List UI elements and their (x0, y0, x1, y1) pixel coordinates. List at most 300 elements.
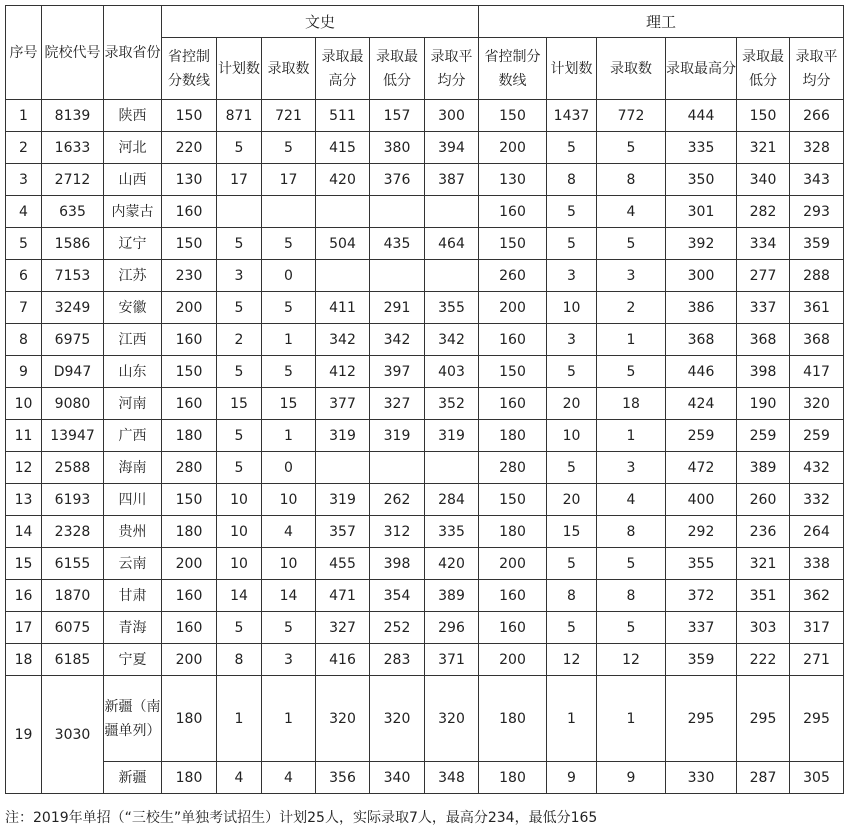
header-ligong-col: 录取最高分 (666, 38, 737, 100)
cell-wenshi: 160 (162, 580, 217, 612)
cell-wenshi: 14 (262, 580, 316, 612)
cell-ligong: 160 (479, 388, 547, 420)
cell-wenshi: 5 (217, 228, 262, 260)
cell-ligong: 337 (666, 612, 737, 644)
cell-ligong: 9 (547, 762, 597, 794)
cell-ligong: 340 (737, 164, 790, 196)
cell-ligong: 5 (547, 356, 597, 388)
cell-ligong: 343 (790, 164, 844, 196)
cell-wenshi: 3 (262, 644, 316, 676)
cell-wenshi: 319 (370, 420, 425, 452)
cell-ligong: 180 (479, 516, 547, 548)
cell-ligong: 1 (547, 676, 597, 762)
cell-ligong: 264 (790, 516, 844, 548)
cell-wenshi: 5 (217, 292, 262, 324)
header-group-ligong: 理工 (479, 6, 844, 38)
cell-ligong: 5 (597, 356, 666, 388)
cell-ligong: 260 (479, 260, 547, 292)
cell-ligong: 400 (666, 484, 737, 516)
cell-ligong: 160 (479, 324, 547, 356)
cell-wenshi: 157 (370, 100, 425, 132)
cell-province: 辽宁 (104, 228, 162, 260)
cell-school-code: 3249 (42, 292, 104, 324)
cell-seq: 5 (6, 228, 42, 260)
cell-ligong: 5 (547, 452, 597, 484)
cell-wenshi: 2 (217, 324, 262, 356)
cell-wenshi: 435 (370, 228, 425, 260)
cell-ligong: 444 (666, 100, 737, 132)
cell-wenshi: 352 (425, 388, 479, 420)
cell-wenshi: 356 (316, 762, 370, 794)
cell-school-code: 6075 (42, 612, 104, 644)
cell-ligong: 150 (737, 100, 790, 132)
cell-school-code: 3030 (42, 676, 104, 794)
cell-ligong: 295 (666, 676, 737, 762)
cell-wenshi: 5 (217, 452, 262, 484)
cell-ligong: 282 (737, 196, 790, 228)
cell-ligong: 3 (547, 260, 597, 292)
cell-ligong: 160 (479, 580, 547, 612)
cell-wenshi: 220 (162, 132, 217, 164)
cell-ligong: 4 (597, 484, 666, 516)
cell-wenshi: 871 (217, 100, 262, 132)
cell-ligong: 355 (666, 548, 737, 580)
header-group-wenshi: 文史 (162, 6, 479, 38)
cell-wenshi: 416 (316, 644, 370, 676)
cell-ligong: 359 (790, 228, 844, 260)
table-row (6, 420, 844, 452)
cell-seq: 4 (6, 196, 42, 228)
cell-wenshi: 180 (162, 420, 217, 452)
cell-ligong: 8 (547, 164, 597, 196)
table-row (6, 516, 844, 548)
cell-ligong: 5 (547, 196, 597, 228)
cell-ligong: 472 (666, 452, 737, 484)
cell-seq: 16 (6, 580, 42, 612)
cell-ligong: 330 (666, 762, 737, 794)
cell-ligong: 295 (737, 676, 790, 762)
cell-province: 内蒙古 (104, 196, 162, 228)
cell-ligong: 190 (737, 388, 790, 420)
cell-wenshi: 17 (217, 164, 262, 196)
cell-wenshi: 200 (162, 644, 217, 676)
cell-seq: 19 (6, 676, 42, 794)
cell-wenshi: 4 (217, 762, 262, 794)
table-row (6, 196, 844, 228)
cell-province: 新疆（南疆单列） (104, 676, 162, 762)
cell-wenshi: 283 (370, 644, 425, 676)
cell-wenshi: 4 (262, 516, 316, 548)
cell-ligong: 424 (666, 388, 737, 420)
cell-ligong: 10 (547, 420, 597, 452)
cell-seq: 11 (6, 420, 42, 452)
cell-wenshi (370, 196, 425, 228)
cell-wenshi: 327 (316, 612, 370, 644)
cell-ligong: 236 (737, 516, 790, 548)
cell-wenshi: 160 (162, 388, 217, 420)
cell-wenshi: 342 (370, 324, 425, 356)
cell-ligong: 259 (737, 420, 790, 452)
cell-wenshi: 412 (316, 356, 370, 388)
header-wenshi-col: 录取最高分 (316, 38, 370, 100)
cell-school-code: 7153 (42, 260, 104, 292)
cell-ligong: 772 (597, 100, 666, 132)
cell-wenshi: 262 (370, 484, 425, 516)
cell-school-code: 6193 (42, 484, 104, 516)
cell-province: 海南 (104, 452, 162, 484)
cell-wenshi: 380 (370, 132, 425, 164)
cell-ligong: 8 (547, 580, 597, 612)
cell-ligong: 5 (597, 228, 666, 260)
cell-ligong: 150 (479, 484, 547, 516)
cell-ligong: 1437 (547, 100, 597, 132)
cell-ligong: 9 (597, 762, 666, 794)
cell-wenshi: 4 (262, 762, 316, 794)
cell-school-code: 6975 (42, 324, 104, 356)
cell-seq: 18 (6, 644, 42, 676)
cell-ligong: 337 (737, 292, 790, 324)
cell-ligong: 321 (737, 132, 790, 164)
cell-wenshi (370, 452, 425, 484)
cell-ligong: 350 (666, 164, 737, 196)
cell-wenshi: 420 (425, 548, 479, 580)
cell-wenshi: 10 (262, 484, 316, 516)
cell-ligong: 180 (479, 762, 547, 794)
cell-ligong: 5 (547, 612, 597, 644)
header-wenshi-col: 计划数 (217, 38, 262, 100)
cell-province: 江苏 (104, 260, 162, 292)
cell-ligong: 417 (790, 356, 844, 388)
cell-ligong: 295 (790, 676, 844, 762)
table-row (6, 644, 844, 676)
cell-ligong: 5 (597, 132, 666, 164)
cell-ligong: 5 (597, 548, 666, 580)
cell-ligong: 338 (790, 548, 844, 580)
cell-ligong: 392 (666, 228, 737, 260)
cell-seq: 9 (6, 356, 42, 388)
cell-wenshi: 1 (262, 324, 316, 356)
cell-wenshi: 10 (262, 548, 316, 580)
cell-province: 山东 (104, 356, 162, 388)
cell-province: 宁夏 (104, 644, 162, 676)
cell-ligong: 320 (790, 388, 844, 420)
cell-wenshi: 357 (316, 516, 370, 548)
cell-wenshi: 511 (316, 100, 370, 132)
header-seq: 序号 (6, 6, 42, 100)
cell-province: 云南 (104, 548, 162, 580)
cell-wenshi: 371 (425, 644, 479, 676)
cell-school-code: 635 (42, 196, 104, 228)
cell-wenshi: 230 (162, 260, 217, 292)
cell-wenshi (262, 196, 316, 228)
cell-wenshi (316, 260, 370, 292)
cell-wenshi: 252 (370, 612, 425, 644)
cell-province: 新疆 (104, 762, 162, 794)
cell-ligong: 361 (790, 292, 844, 324)
cell-ligong: 3 (597, 260, 666, 292)
cell-ligong: 130 (479, 164, 547, 196)
header-wenshi-col: 省控制分数线 (162, 38, 217, 100)
table-row (6, 612, 844, 644)
table-row (6, 164, 844, 196)
table-row (6, 676, 844, 762)
cell-school-code: 1870 (42, 580, 104, 612)
cell-ligong: 3 (547, 324, 597, 356)
cell-wenshi: 160 (162, 612, 217, 644)
cell-school-code: D947 (42, 356, 104, 388)
cell-wenshi (217, 196, 262, 228)
cell-ligong: 5 (547, 132, 597, 164)
cell-wenshi: 5 (217, 420, 262, 452)
cell-wenshi: 377 (316, 388, 370, 420)
cell-wenshi: 397 (370, 356, 425, 388)
header-ligong-col: 录取最低分 (737, 38, 790, 100)
cell-ligong: 303 (737, 612, 790, 644)
cell-ligong: 200 (479, 292, 547, 324)
table-row (6, 388, 844, 420)
cell-province: 河北 (104, 132, 162, 164)
cell-wenshi: 10 (217, 484, 262, 516)
header-wenshi-col: 录取平均分 (425, 38, 479, 100)
cell-ligong: 334 (737, 228, 790, 260)
cell-ligong: 332 (790, 484, 844, 516)
cell-school-code: 6185 (42, 644, 104, 676)
cell-ligong: 368 (737, 324, 790, 356)
cell-ligong: 150 (479, 228, 547, 260)
cell-ligong: 386 (666, 292, 737, 324)
cell-wenshi: 398 (370, 548, 425, 580)
cell-wenshi (425, 452, 479, 484)
cell-ligong: 446 (666, 356, 737, 388)
cell-ligong: 292 (666, 516, 737, 548)
cell-ligong: 5 (547, 548, 597, 580)
group-header-row (6, 6, 844, 38)
cell-wenshi: 180 (162, 762, 217, 794)
cell-wenshi: 389 (425, 580, 479, 612)
cell-wenshi: 5 (262, 612, 316, 644)
cell-ligong: 5 (547, 228, 597, 260)
cell-ligong: 150 (479, 100, 547, 132)
cell-wenshi: 403 (425, 356, 479, 388)
cell-wenshi: 1 (217, 676, 262, 762)
cell-wenshi: 15 (262, 388, 316, 420)
cell-ligong: 321 (737, 548, 790, 580)
cell-wenshi: 319 (316, 420, 370, 452)
cell-ligong: 10 (547, 292, 597, 324)
cell-seq: 2 (6, 132, 42, 164)
cell-wenshi: 5 (262, 228, 316, 260)
cell-wenshi: 354 (370, 580, 425, 612)
cell-province: 甘肃 (104, 580, 162, 612)
cell-ligong: 335 (666, 132, 737, 164)
cell-ligong: 4 (597, 196, 666, 228)
cell-wenshi: 721 (262, 100, 316, 132)
cell-wenshi: 150 (162, 100, 217, 132)
header-ligong-col: 录取平均分 (790, 38, 844, 100)
cell-wenshi: 291 (370, 292, 425, 324)
cell-wenshi: 3 (217, 260, 262, 292)
cell-school-code: 2712 (42, 164, 104, 196)
cell-wenshi: 130 (162, 164, 217, 196)
cell-ligong: 328 (790, 132, 844, 164)
cell-ligong: 200 (479, 548, 547, 580)
cell-ligong: 266 (790, 100, 844, 132)
table-row (6, 132, 844, 164)
cell-ligong: 301 (666, 196, 737, 228)
cell-ligong: 398 (737, 356, 790, 388)
cell-school-code: 1633 (42, 132, 104, 164)
cell-ligong: 18 (597, 388, 666, 420)
cell-province: 贵州 (104, 516, 162, 548)
cell-ligong: 1 (597, 676, 666, 762)
table-row (6, 228, 844, 260)
cell-ligong: 200 (479, 644, 547, 676)
cell-wenshi: 0 (262, 260, 316, 292)
cell-ligong: 432 (790, 452, 844, 484)
cell-school-code: 8139 (42, 100, 104, 132)
cell-wenshi: 340 (370, 762, 425, 794)
header-school-code: 院校代号 (42, 6, 104, 100)
cell-wenshi: 312 (370, 516, 425, 548)
table-row (6, 762, 844, 794)
cell-ligong: 271 (790, 644, 844, 676)
cell-province: 山西 (104, 164, 162, 196)
cell-wenshi (316, 196, 370, 228)
admission-table (5, 5, 844, 794)
cell-seq: 3 (6, 164, 42, 196)
cell-province: 安徽 (104, 292, 162, 324)
cell-wenshi: 5 (217, 356, 262, 388)
cell-wenshi: 415 (316, 132, 370, 164)
cell-wenshi: 420 (316, 164, 370, 196)
cell-school-code: 1586 (42, 228, 104, 260)
cell-wenshi: 10 (217, 548, 262, 580)
cell-ligong: 260 (737, 484, 790, 516)
cell-wenshi: 504 (316, 228, 370, 260)
cell-wenshi: 1 (262, 420, 316, 452)
cell-ligong: 200 (479, 132, 547, 164)
cell-wenshi: 394 (425, 132, 479, 164)
cell-ligong: 359 (666, 644, 737, 676)
cell-wenshi: 15 (217, 388, 262, 420)
cell-wenshi: 150 (162, 228, 217, 260)
table-row (6, 324, 844, 356)
footnote: 注：2019年单招（“三校生”单独考试招生）计划25人，实际录取7人，最高分234，最低分165 (5, 810, 598, 826)
cell-wenshi (316, 452, 370, 484)
cell-seq: 15 (6, 548, 42, 580)
cell-wenshi: 319 (425, 420, 479, 452)
cell-ligong: 293 (790, 196, 844, 228)
cell-ligong: 12 (597, 644, 666, 676)
cell-seq: 1 (6, 100, 42, 132)
cell-wenshi: 180 (162, 516, 217, 548)
table-row (6, 100, 844, 132)
cell-school-code: 2588 (42, 452, 104, 484)
cell-wenshi: 5 (217, 132, 262, 164)
cell-wenshi: 5 (217, 612, 262, 644)
cell-ligong: 5 (597, 612, 666, 644)
cell-ligong: 8 (597, 580, 666, 612)
cell-ligong: 8 (597, 164, 666, 196)
table-row (6, 452, 844, 484)
cell-wenshi: 320 (316, 676, 370, 762)
cell-province: 河南 (104, 388, 162, 420)
cell-wenshi (425, 260, 479, 292)
table-row (6, 484, 844, 516)
cell-wenshi: 14 (217, 580, 262, 612)
cell-wenshi: 200 (162, 548, 217, 580)
cell-school-code: 6155 (42, 548, 104, 580)
cell-wenshi: 0 (262, 452, 316, 484)
cell-wenshi: 411 (316, 292, 370, 324)
cell-school-code: 2328 (42, 516, 104, 548)
cell-wenshi: 150 (162, 356, 217, 388)
cell-ligong: 300 (666, 260, 737, 292)
cell-wenshi: 387 (425, 164, 479, 196)
cell-wenshi: 1 (262, 676, 316, 762)
cell-seq: 10 (6, 388, 42, 420)
cell-ligong: 150 (479, 356, 547, 388)
cell-wenshi: 160 (162, 324, 217, 356)
table-row (6, 548, 844, 580)
table-row (6, 580, 844, 612)
cell-ligong: 287 (737, 762, 790, 794)
cell-wenshi: 296 (425, 612, 479, 644)
header-ligong-col: 计划数 (547, 38, 597, 100)
cell-school-code: 9080 (42, 388, 104, 420)
cell-wenshi: 5 (262, 132, 316, 164)
cell-wenshi: 319 (316, 484, 370, 516)
cell-seq: 6 (6, 260, 42, 292)
cell-wenshi: 300 (425, 100, 479, 132)
cell-ligong: 277 (737, 260, 790, 292)
cell-ligong: 160 (479, 196, 547, 228)
cell-wenshi: 342 (316, 324, 370, 356)
table-row (6, 292, 844, 324)
cell-wenshi: 284 (425, 484, 479, 516)
cell-school-code: 13947 (42, 420, 104, 452)
header-wenshi-col: 录取最低分 (370, 38, 425, 100)
cell-ligong: 8 (597, 516, 666, 548)
cell-ligong: 180 (479, 676, 547, 762)
cell-wenshi: 8 (217, 644, 262, 676)
cell-wenshi: 342 (425, 324, 479, 356)
header-wenshi-col: 录取数 (262, 38, 316, 100)
cell-province: 陕西 (104, 100, 162, 132)
cell-ligong: 372 (666, 580, 737, 612)
cell-wenshi: 320 (425, 676, 479, 762)
cell-wenshi: 10 (217, 516, 262, 548)
cell-seq: 12 (6, 452, 42, 484)
cell-wenshi: 320 (370, 676, 425, 762)
cell-wenshi: 355 (425, 292, 479, 324)
cell-wenshi: 335 (425, 516, 479, 548)
cell-wenshi: 5 (262, 292, 316, 324)
cell-province: 广西 (104, 420, 162, 452)
cell-ligong: 259 (666, 420, 737, 452)
cell-wenshi: 150 (162, 484, 217, 516)
cell-ligong: 351 (737, 580, 790, 612)
cell-ligong: 1 (597, 324, 666, 356)
cell-ligong: 389 (737, 452, 790, 484)
cell-ligong: 362 (790, 580, 844, 612)
cell-wenshi: 180 (162, 676, 217, 762)
cell-wenshi: 200 (162, 292, 217, 324)
cell-ligong: 1 (597, 420, 666, 452)
header-ligong-col: 录取数 (597, 38, 666, 100)
cell-ligong: 12 (547, 644, 597, 676)
cell-wenshi: 471 (316, 580, 370, 612)
